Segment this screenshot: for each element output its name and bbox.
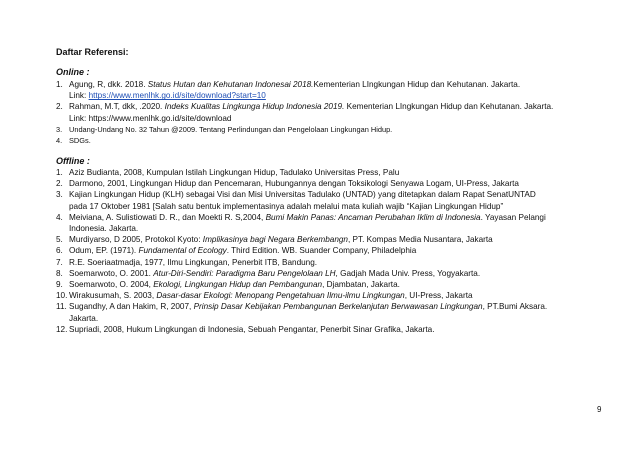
page-number: 9 [597,405,602,414]
online-reference-item: 4. SDGs. [56,136,91,146]
offline-reference-item: 11. Sugandhy, A dan Hakim, R, 2007, Prinsip Dasar Kebijakan Pembangunan Berkelanjutan Berwawasan Lingkungan, PT.Bumi Aksara. Jakarta. [56,302,548,323]
online-reference-list [56,79,616,146]
offline-reference-list [56,167,616,335]
online-reference-item: 3. Undang-Undang No. 32 Tahun @2009. Tentang Perlindungan dan Pengelolaan Lingkungan Hidup. [56,124,393,134]
offline-reference-item: 5. Murdiyarso, D 2005, Protokol Kyoto: Implikasinya bagi Negara Berkembangn, PT. Kompas Media Nusantara, Jakarta [56,235,493,245]
offline-reference-item: 10. Wirakusumah, S. 2003, Dasar-dasar Ekologi: Menopang Pengetahuan Ilmu-ilmu Lingkungan, UI-Press, Jakarta [56,291,473,301]
online-reference-item: 1. Agung, R, dkk. 2018. Status Hutan dan Kehutanan Indonesai 2018.Kementerian LIngkungan Hidup dan Kehutanan. Jakarta. Link: https://www.menlhk.go.id/site/download?start=10 [56,80,521,101]
offline-reference-item: 9. Soemarwoto, O. 2004, Ekologi, Lingkungan Hidup dan Pembangunan, Djambatan, Jakarta. [56,280,400,290]
offline-reference-item: 12. Supriadi, 2008, Hukum Lingkungan di Indonesia, Sebuah Pengantar, Penerbit Sinar Grafika, Jakarta. [56,324,435,334]
offline-section-title: Offline : [56,156,90,166]
offline-reference-item: 4. Meiviana, A. Sulistiowati D. R., dan Moekti R. S,2004, Bumi Makin Panas: Ancaman Perubahan Iklim di Indonesia. Yayasan Pelangi Indonesia. Jakarta. [56,212,546,234]
download-link[interactable]: https://www.menlhk.go.id/site/download?start=10 [88,91,266,101]
download-link-text: https://www.menlhk.go.id/site/download [88,113,232,123]
offline-reference-item: 7. R.E. Soeriaatmadja, 1977, Ilmu Lingkungan, Penerbit ITB, Bandung. [56,257,318,267]
online-section-title: Online : [56,67,90,77]
offline-reference-item: 3. Kajian Lingkungan Hidup (KLH) sebagai Visi dan Misi Universitas Tadulako (UNTAD) yang ditetapkan dalam Rapat SenatUNTAD pada 17 Oktober 1981 [Salah satu bentuk implementasinya adalah melalui mata kuliah wajib “Kajian Lingkungan Hidup” [56,190,536,211]
references-heading: Daftar Referensi: [56,47,129,57]
offline-reference-item: 6. Odum, EP. (1971). Fundamental of Ecology. Third Edition. WB. Suander Company, Philadelphia [56,246,417,256]
offline-reference-item: 1. Aziz Budianta, 2008, Kumpulan Istilah Lingkungan Hidup, Tadulako Universitas Press, Palu [56,168,400,177]
online-reference-item: 2. Rahman, M.T, dkk, .2020. Indeks Kualitas Lingkunga Hidup Indonesia 2019. Kementerian LIngkungan Hidup dan Kehutanan. Jakarta. Link: https://www.menlhk.go.id/site/download [56,102,554,123]
offline-reference-item: 8. Soemarwoto, O. 2001. Atur-Diri-Sendiri: Paradigma Baru Pengelolaan LH, Gadjah Mada Univ. Press, Yogyakarta. [56,268,481,278]
offline-reference-item: 2. Darmono, 2001, Lingkungan Hidup dan Pencemaran, Hubungannya dengan Toksikologi Senyawa Logam, UI-Press, Jakarta [56,179,519,189]
